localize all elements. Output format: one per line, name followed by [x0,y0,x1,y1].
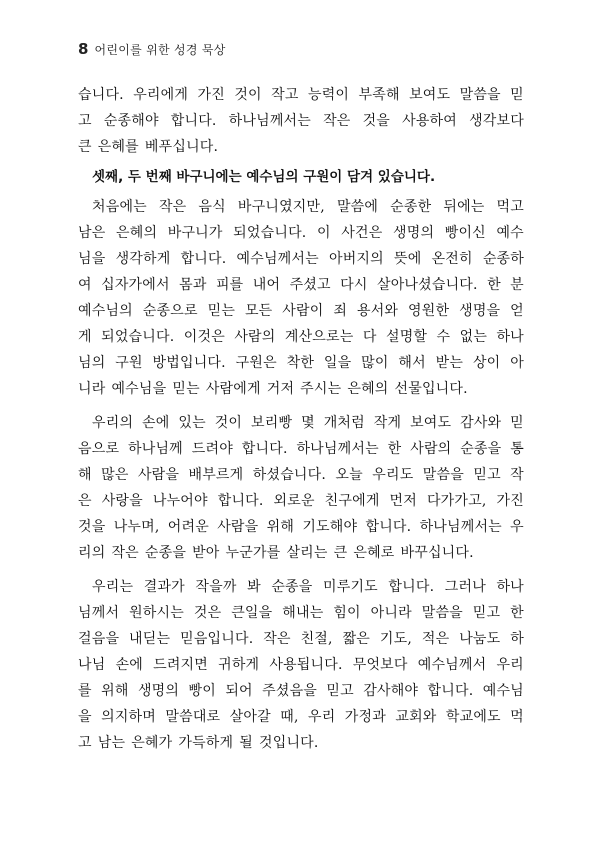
text-line: 우리는 결과가 작을까 봐 순종을 미루기도 합니다. 그러나 하나 [92,579,524,595]
paragraph-gap [78,566,524,574]
text-line: 음으로 하나님께 드려야 합니다. 하나님께서는 한 사람의 순종을 통 [78,441,524,457]
paragraph [78,82,524,160]
body-text [78,82,524,756]
text-line: 을 의지하며 말씀대로 살아갈 때, 우리 가정과 교회와 학교에도 먹 [78,709,524,725]
text-line: 게 되었습니다. 이것은 사람의 계산으로는 다 설명할 수 없는 하나 [78,329,524,345]
text-line: 처음에는 작은 음식 바구니였지만, 말씀에 순종한 뒤에는 먹고 [92,199,524,215]
text-line: 나님 손에 드려지면 귀하게 사용됩니다. 무엇보다 예수님께서 우리 [78,657,524,673]
text-line: 걸음을 내딛는 믿음입니다. 작은 친절, 짧은 기도, 적은 나눔도 하 [78,631,524,647]
paragraph-gap [78,402,524,410]
paragraph [78,194,524,402]
text-line: 예수님의 순종으로 믿는 모든 사람이 죄 용서와 영원한 생명을 얻 [78,303,524,319]
paragraph [78,410,524,566]
section-heading: 셋째, 두 번째 바구니에는 예수님의 구원이 담겨 있습니다. [92,169,436,185]
text-line: 남은 은혜의 바구니가 되었습니다. 이 사건은 생명의 빵이신 예수 [78,225,524,241]
text-line: 여 십자가에서 몸과 피를 내어 주셨고 다시 살아나셨습니다. 한 분 [78,277,524,293]
text-line: 것을 나누며, 어려운 사람을 위해 기도해야 합니다. 하나님께서는 우 [78,519,524,535]
text-line: 우리의 손에 있는 것이 보리빵 몇 개처럼 작게 보여도 감사와 믿 [92,415,524,431]
text-line: 고 남는 은혜가 가득하게 될 것입니다. [78,735,319,751]
paragraph [78,574,524,756]
text-line: 님을 생각하게 합니다. 예수님께서는 아버지의 뜻에 온전히 순종하 [78,251,524,267]
page-number: 8 [78,40,89,58]
book-page [78,0,524,850]
text-line: 니라 예수님을 믿는 사람에게 거저 주시는 은혜의 선물입니다. [78,381,468,397]
text-line: 습니다. 우리에게 가진 것이 작고 능력이 부족해 보여도 말씀을 믿 [78,87,524,103]
text-line: 님의 구원 방법입니다. 구원은 착한 일을 많이 해서 받는 상이 아 [78,355,524,371]
text-line: 님께서 원하시는 것은 큰일을 해내는 힘이 아니라 말씀을 믿고 한 [78,605,524,621]
text-line: 고 순종해야 합니다. 하나님께서는 작은 것을 사용하여 생각보다 [78,113,524,129]
text-line: 큰 은혜를 베푸십니다. [78,139,219,155]
text-line: 를 위해 생명의 빵이 되어 주셨음을 믿고 감사해야 합니다. 예수님 [78,683,524,699]
running-title: 어린이를 위한 성경 묵상 [94,43,226,57]
text-line: 해 많은 사람을 배부르게 하셨습니다. 오늘 우리도 말씀을 믿고 작 [78,467,524,483]
page-header [78,40,226,64]
text-line: 리의 작은 순종을 받아 누군가를 살리는 큰 은혜로 바꾸십니다. [78,545,474,561]
text-line: 은 사랑을 나누어야 합니다. 외로운 친구에게 먼저 다가가고, 가진 [78,493,524,509]
